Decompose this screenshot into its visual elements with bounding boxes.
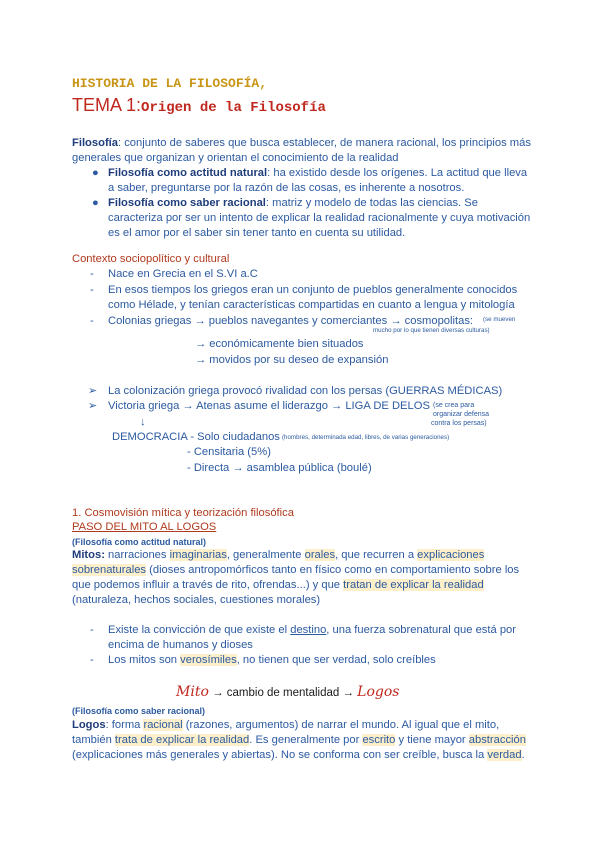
bullet-2-line-1: Filosofía como saber racional: matriz y modelo de todas las ciencias. Se <box>108 197 478 209</box>
bullet-2-line-2: caracteriza por ser un intento de explicar la realidad racionalmente y cuya motivación <box>108 212 531 224</box>
note-saber-racional: (Filosofía como saber racional) <box>72 706 206 716</box>
destino-line-1: Existe la convicción de que existe el destino, una fuerza sobrenatural que está por <box>108 624 516 636</box>
bullet-1-line-2: a saber, preguntarse por la razón de las cosas, es inherente a nosotros. <box>108 182 465 194</box>
delos-note-2: organizar defensa <box>433 411 490 418</box>
definition-line-1: Filosofía: conjunto de saberes que busca establecer, de manera racional, los principios más <box>72 137 531 149</box>
dash: - <box>90 624 94 636</box>
arrow-bullet-icon: ➢ <box>88 400 98 412</box>
mitos-line-4: (naturaleza, hechos sociales, cuestiones morales) <box>72 594 321 606</box>
bullet-dot: ● <box>92 197 99 209</box>
arrow-item-1: La colonización griega provocó rivalidad con los persas (GUERRAS MÉDICAS) <box>108 385 503 397</box>
dash: - <box>90 268 94 280</box>
tema-heading: TEMA 1:Origen de la Filosofía <box>72 95 326 116</box>
mitos-line-3: que podemos influir a través de rito, ofrendas...) y que tratan de explicar la realidad <box>72 579 484 591</box>
colonias-note-1: (se mueven <box>483 316 516 323</box>
dash: - <box>90 654 94 666</box>
democracia-line: DEMOCRACIA - Solo ciudadanos <box>112 431 280 443</box>
dash: - <box>90 284 94 296</box>
note-actitud-natural: (Filosofía como actitud natural) <box>72 537 207 547</box>
delos-note-3: contra los persas) <box>431 420 487 427</box>
context-item-2-line-1: En esos tiempos los griegos eran un conjunto de pueblos generalmente conocidos <box>108 284 518 296</box>
destino-line-2: encima de humanos y dioses <box>108 639 253 651</box>
context-heading: Contexto sociopolítico y cultural <box>72 253 230 265</box>
logos-word: Logos <box>357 684 400 700</box>
arrow-bullet-icon: ➢ <box>88 385 98 397</box>
bullet-2-line-3: es el amor por el saber sin tener tanto en cuenta su utilidad. <box>108 227 406 239</box>
mitos-line-1: Mitos: narraciones imaginarias, generalmente orales, que recurren a explicaciones <box>72 549 485 561</box>
democracia-note: (hombres, determinada edad, libres, de varias generaciones) <box>282 434 450 441</box>
verosimiles-line: Los mitos son verosímiles, no tienen que ser verdad, solo creíbles <box>108 654 436 666</box>
mito-word: Mito <box>176 684 209 700</box>
tema-title: Origen de la Filosofía <box>141 100 326 116</box>
dash: - <box>90 315 94 327</box>
bullet-1-line-1: Filosofía como actitud natural: ha existido desde los orígenes. La actitud que lleva <box>108 167 528 179</box>
delos-note-1: (se crea para <box>433 402 475 409</box>
censitaria-line: - Censitaria (5%) <box>187 446 271 458</box>
colonias-note-2: mucho por lo que tienen diversas culturas) <box>373 327 490 334</box>
context-item-2-line-2: como Hélade, y tenían características compartidas en cuanto a lengua y mitología <box>108 299 515 311</box>
logos-line-1: Logos: forma racional (razones, argumentos) de narrar el mundo. Al igual que el mito, <box>72 719 500 731</box>
bullet-dot: ● <box>92 167 99 179</box>
section-1-heading: 1. Cosmovisión mítica y teorización filosófica <box>72 507 294 519</box>
mito-logos-transition: Mito → cambio de mentalidad → Logos <box>176 684 400 700</box>
section-1-subheading: PASO DEL MITO AL LOGOS <box>72 521 217 533</box>
tema-label: TEMA 1 <box>72 95 137 115</box>
logos-line-3: (explicaciones más generales y abiertas). No se conforma con ser creíble, busca la verdad. <box>72 749 525 761</box>
definition-line-2: generales que organizan y orientan el conocimiento de la realidad <box>72 152 399 164</box>
colonias-sub-2: → movidos por su deseo de expansión <box>195 354 389 366</box>
colonias-sub-1: → económicamente bien situados <box>195 338 364 350</box>
arrow-item-2: Victoria griega → Atenas asume el liderazgo → LIGA DE DELOS <box>108 400 430 412</box>
logos-line-2: también trata de explicar la realidad. Es generalmente por escrito y tiene mayor abstracción <box>72 734 526 746</box>
mitos-line-2: sobrenaturales (dioses antropomórficos tanto en físico como en comportamiento sobre los <box>72 564 520 576</box>
context-item-1: Nace en Grecia en el S.VI a.C <box>108 268 258 280</box>
directa-line: - Directa → asamblea pública (boulé) <box>187 462 372 474</box>
down-arrow-icon: ↓ <box>140 416 146 428</box>
colonias-line: Colonias griegas → pueblos navegantes y comerciantes → cosmopolitas: <box>108 315 474 327</box>
course-title: HISTORIA DE LA FILOSOFÍA, <box>72 76 268 91</box>
